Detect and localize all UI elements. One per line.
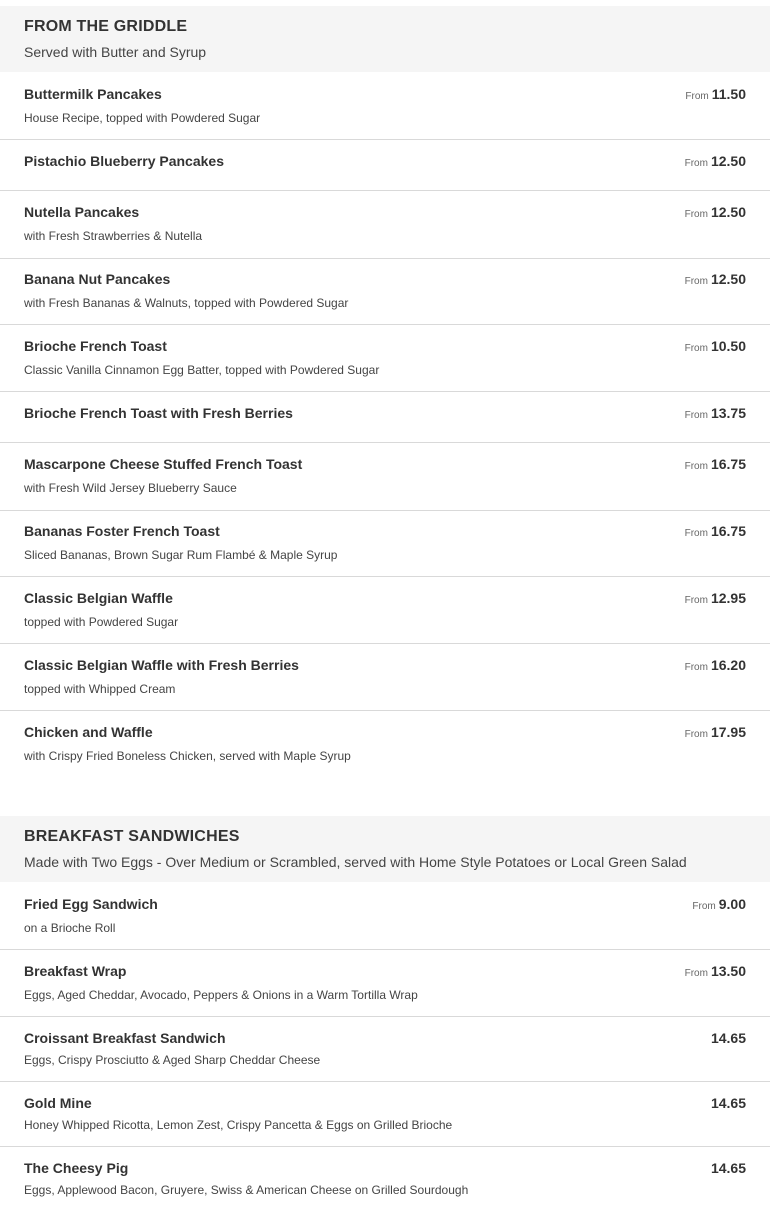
menu-item[interactable] [0, 1095, 770, 1147]
item-price-block [685, 456, 746, 474]
item-price-block [685, 86, 746, 104]
menu-item[interactable] [0, 405, 770, 443]
menu-item[interactable] [0, 724, 770, 778]
item-price: 12.50 [710, 271, 746, 287]
item-price: 12.50 [710, 153, 746, 169]
menu-item[interactable] [0, 456, 770, 511]
item-price: 16.75 [710, 523, 746, 539]
item-description: Eggs, Aged Cheddar, Avocado, Peppers & Onions in a Warm Tortilla Wrap [24, 988, 418, 1002]
item-name: Brioche French Toast with Fresh Berries [24, 405, 293, 421]
price-from-label: From [685, 91, 709, 102]
item-name: The Cheesy Pig [24, 1160, 129, 1176]
section-title: FROM THE GRIDDLE [24, 18, 188, 35]
item-price: 12.50 [710, 204, 746, 220]
item-price-block [685, 724, 746, 742]
item-price-block [685, 153, 746, 171]
item-description: Eggs, Crispy Prosciutto & Aged Sharp Cheddar Cheese [24, 1053, 321, 1067]
item-price: 16.75 [710, 456, 746, 472]
menu-item[interactable] [0, 204, 770, 259]
menu-item[interactable] [0, 153, 770, 191]
price-from-label: From [684, 595, 708, 606]
section-title: BREAKFAST SANDWICHES [24, 828, 240, 845]
item-description: Sliced Bananas, Brown Sugar Rum Flambé & Maple Syrup [24, 548, 338, 562]
price-from-label: From [684, 158, 708, 169]
item-price-block [685, 405, 746, 423]
section-subtitle: Served with Butter and Syrup [24, 44, 207, 60]
price-from-label: From [684, 410, 708, 421]
item-description: Honey Whipped Ricotta, Lemon Zest, Crispy Pancetta & Eggs on Grilled Brioche [24, 1118, 453, 1132]
item-price-block [711, 1030, 746, 1048]
item-price-block [692, 896, 746, 914]
item-price-block [685, 338, 746, 356]
item-description: with Crispy Fried Boneless Chicken, served with Maple Syrup [24, 749, 351, 763]
item-price-block [685, 657, 746, 675]
price-from-label: From [684, 662, 708, 673]
item-price-block [711, 1160, 746, 1178]
price-from-label: From [684, 461, 708, 472]
item-description: topped with Powdered Sugar [24, 615, 179, 629]
menu-item[interactable] [0, 963, 770, 1017]
menu-item[interactable] [0, 1160, 770, 1212]
price-from-label: From [684, 276, 708, 287]
item-price: 16.20 [710, 657, 746, 673]
item-name: Breakfast Wrap [24, 963, 127, 979]
item-name: Buttermilk Pancakes [24, 86, 162, 102]
item-name: Classic Belgian Waffle with Fresh Berries [24, 657, 299, 673]
item-name: Gold Mine [24, 1095, 92, 1111]
price-from-label: From [684, 209, 708, 220]
menu-item[interactable] [0, 271, 770, 325]
item-description: topped with Whipped Cream [24, 682, 176, 696]
item-price: 14.65 [710, 1030, 746, 1046]
menu-item[interactable] [0, 657, 770, 711]
item-name: Classic Belgian Waffle [24, 590, 173, 606]
item-price-block [685, 590, 746, 608]
item-price: 13.50 [710, 963, 746, 979]
section-subtitle: Made with Two Eggs - Over Medium or Scrambled, served with Home Style Potatoes or Local Green Salad [24, 854, 687, 870]
item-name: Brioche French Toast [24, 338, 167, 354]
price-from-label: From [684, 968, 708, 979]
menu-item[interactable] [0, 590, 770, 644]
item-price: 13.75 [710, 405, 746, 421]
item-price-block [685, 523, 746, 541]
item-price-block [685, 271, 746, 289]
item-name: Banana Nut Pancakes [24, 271, 171, 287]
item-price: 12.95 [710, 590, 746, 606]
item-description: with Fresh Bananas & Walnuts, topped with Powdered Sugar [24, 296, 349, 310]
item-description: Classic Vanilla Cinnamon Egg Batter, topped with Powdered Sugar [24, 363, 380, 377]
item-name: Croissant Breakfast Sandwich [24, 1030, 226, 1046]
price-from-label: From [692, 901, 716, 912]
price-from-label: From [684, 528, 708, 539]
item-name: Fried Egg Sandwich [24, 896, 158, 912]
item-price: 14.65 [710, 1095, 746, 1111]
item-price: 11.50 [711, 86, 746, 102]
item-price-block [685, 963, 746, 981]
item-description: on a Brioche Roll [24, 921, 116, 935]
item-name: Mascarpone Cheese Stuffed French Toast [24, 456, 303, 472]
price-from-label: From [684, 343, 708, 354]
item-name: Chicken and Waffle [24, 724, 153, 740]
item-description: House Recipe, topped with Powdered Sugar [24, 111, 261, 125]
item-price: 10.50 [710, 338, 746, 354]
section-header-sandwiches [0, 816, 770, 882]
item-description: Eggs, Applewood Bacon, Gruyere, Swiss & American Cheese on Grilled Sourdough [24, 1183, 469, 1197]
item-name: Pistachio Blueberry Pancakes [24, 153, 224, 169]
item-price: 14.65 [710, 1160, 746, 1176]
price-from-label: From [684, 729, 708, 740]
section-header-griddle [0, 6, 770, 72]
item-name: Bananas Foster French Toast [24, 523, 220, 539]
menu-item[interactable] [0, 523, 770, 577]
item-price: 9.00 [718, 896, 746, 912]
menu-item[interactable] [0, 1030, 770, 1082]
menu-item[interactable] [0, 86, 770, 140]
item-price-block [685, 204, 746, 222]
item-price-block [711, 1095, 746, 1113]
item-name: Nutella Pancakes [24, 204, 140, 220]
item-description: with Fresh Strawberries & Nutella [24, 229, 203, 243]
item-description: with Fresh Wild Jersey Blueberry Sauce [24, 481, 237, 495]
menu-item[interactable] [0, 896, 770, 950]
item-price: 17.95 [710, 724, 746, 740]
menu-item[interactable] [0, 338, 770, 392]
